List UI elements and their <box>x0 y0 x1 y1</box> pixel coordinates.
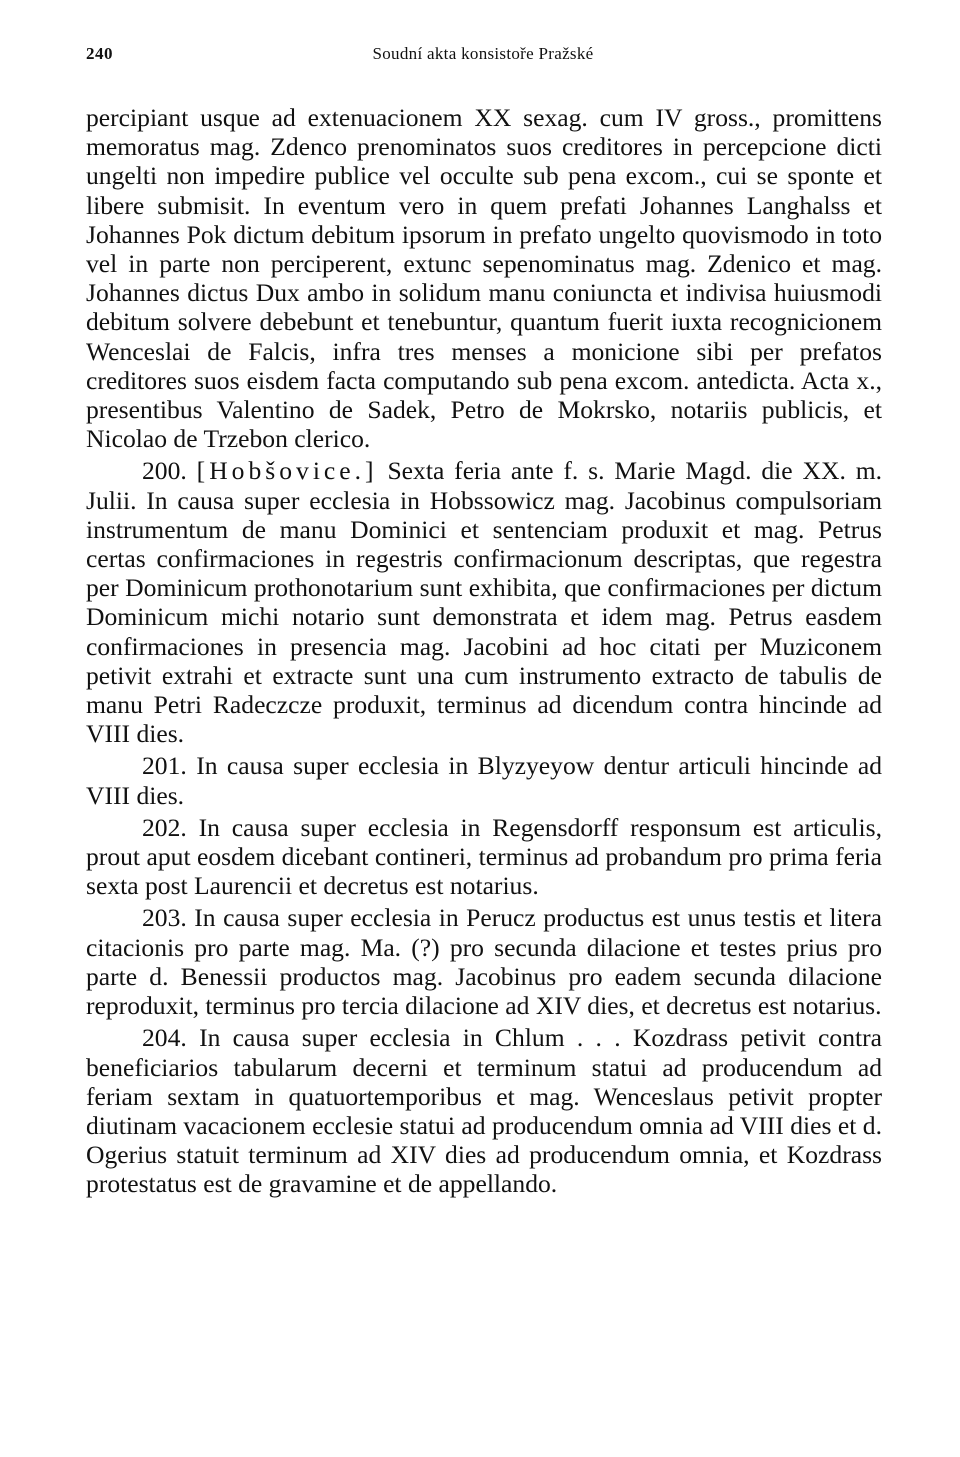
entry-201 <box>86 751 882 809</box>
page-number: 240 <box>86 44 113 63</box>
entry-number: 200. <box>142 456 187 486</box>
body-text <box>86 103 882 1199</box>
entry-202 <box>86 813 882 901</box>
entry-text: In causa super ecclesia in Blyzyeyow dentur articuli hincinde ad VIII dies. <box>86 751 882 810</box>
entry-text: In causa super ecclesia in Chlum . . . Kozdrass petivit contra beneficiarios tabularum decerni et terminum statui ad producendum ad feriam sextam in quatuortemporibus et mag. Wenceslaus petivit propter diutinam vacacionem ecclesie statui ad producendum omnia ad VIII dies et d. Ogerius statuit terminum ad XIV dies ad producendum omnia, et Kozdrass protestatus est de gravamine et de appellando. <box>86 1023 882 1199</box>
entry-number: 204. <box>142 1023 187 1053</box>
entry-203 <box>86 903 882 1020</box>
entry-number: 203. <box>142 903 187 933</box>
paragraph-text: percipiant usque ad extenuacionem XX sexag. cum IV gross., promittens memoratus mag. Zdenco prenominatos suos creditores in percepcione dicti ungelti non impedire publice vel occulte sub pena excom., cui se sponte et libere submisit. In eventum vero in quem prefati Johannes Langhalss et Johannes Pok dictum debitum ipsorum in prefato ungelto quovismodo in toto vel in parte non perciperent, extunc sepenominatus mag. Zdenico et mag. Johannes dictus Dux ambo in solidum manu coniuncta et indivisa huiusmodi debitum solvere debebunt et tenebuntur, quantum fuerit iuxta recognicionem Wenceslai de Falcis, infra tres menses a monicione sibi per prefatos creditores suos eisdem facta computando sub pena excom. antedicta. Acta x., presentibus Valentino de Sadek, Petro de Mokrsko, notariis publicis, et Nicolao de Trzebon clerico. <box>86 103 882 454</box>
entry-text: Sexta feria ante f. s. Marie Magd. die XX. m. Julii. In causa super ecclesia in Hobssowicz mag. Jacobinus compulsoriam instrumentum de manu Dominici et sentenciam produxit et mag. Petrus certas confirmaciones in regestris confirmacionum descriptas, que regestra per Dominicum prothonotarium sunt exhibita, que confirmaciones per dictum Dominicum michi notario sunt demonstrata et idem mag. Petrus easdem confirmaciones in presencia mag. Jacobini ad hoc citati per Muziconem petivit extrahi et extracte sunt una cum instrumento extracto de tabulis de manu Petri Radeczcze produxit, terminus ad dicendum contra hincinde ad VIII dies. <box>86 456 883 749</box>
entry-200 <box>86 456 882 748</box>
running-title: Soudní akta konsistoře Pražské <box>372 44 594 63</box>
entry-text: In causa super ecclesia in Perucz productus est unus testis et litera citacionis pro parte mag. Ma. (?) pro secunda dilacione et testes prius pro parte d. Benessii productos mag. Jacobinus pro eadem secunda dilacione reproduxit, terminus pro tercia dilacione ad XIV dies, et decretus est notarius. <box>86 903 882 1021</box>
place-name: [Hobšovice.] <box>196 456 378 486</box>
page-header <box>86 44 880 74</box>
paragraph-continuation <box>86 103 882 453</box>
entry-204 <box>86 1023 882 1198</box>
entry-number: 202. <box>142 812 187 842</box>
entry-text: In causa super ecclesia in Regensdorff responsum est articulis, prout aput eosdem dicebant contineri, terminus ad probandum pro prima feria sexta post Laurencii et decretus est notarius. <box>86 812 882 901</box>
entry-number: 201. <box>142 751 187 781</box>
